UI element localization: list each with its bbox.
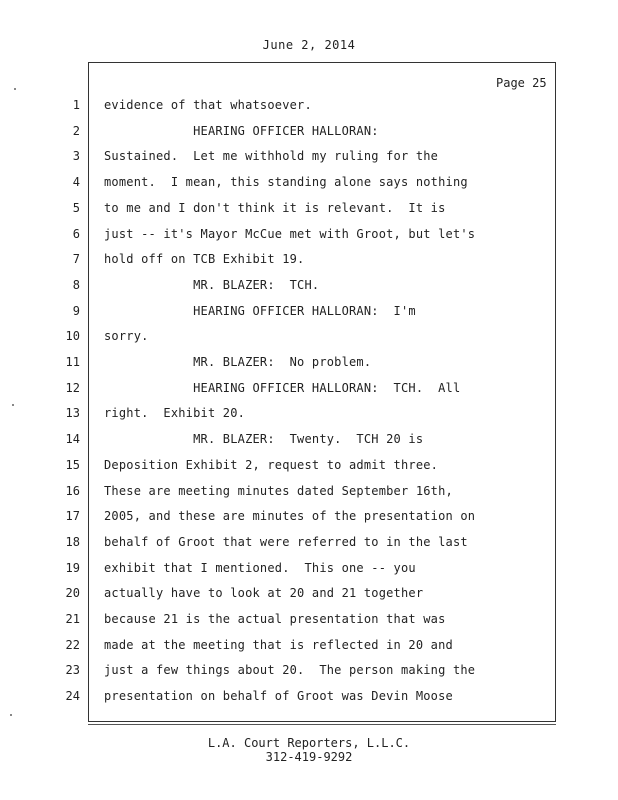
line-number: 23: [65, 663, 80, 678]
scan-speck: [10, 714, 12, 716]
line-number: 6: [72, 226, 80, 241]
line-number: 7: [72, 252, 80, 267]
line-number: 17: [65, 509, 80, 524]
line-text: Deposition Exhibit 2, request to admit three.: [104, 457, 439, 472]
court-reporter-phone: 312-419-9292: [265, 750, 353, 764]
line-text: just a few things about 20. The person making the: [104, 663, 476, 678]
line-text: MR. BLAZER: No problem.: [104, 355, 372, 369]
line-text: Sustained. Let me withhold my ruling for the: [104, 149, 439, 164]
line-number: 5: [72, 200, 80, 215]
line-text: right. Exhibit 20.: [104, 406, 246, 421]
line-text: HEARING OFFICER HALLORAN: I'm: [104, 303, 416, 318]
page-number: Page 25: [496, 76, 547, 90]
line-text: behalf of Groot that were referred to in the last: [104, 534, 468, 549]
line-text: moment. I mean, this standing alone says nothing: [104, 175, 468, 190]
line-text: exhibit that I mentioned. This one -- you: [104, 560, 416, 575]
line-text: sorry.: [104, 329, 149, 344]
line-text: These are meeting minutes dated September 16th,: [104, 483, 453, 498]
line-text: 2005, and these are minutes of the presentation on: [104, 509, 476, 524]
line-number: 19: [65, 560, 80, 575]
line-number: 24: [65, 689, 80, 704]
scan-speck: [14, 88, 16, 90]
line-number: 9: [72, 303, 80, 318]
scan-speck: [12, 404, 14, 406]
line-number: 21: [65, 612, 80, 626]
line-number: 3: [72, 149, 80, 164]
line-text: because 21 is the actual presentation that was: [104, 612, 446, 626]
line-text: MR. BLAZER: TCH.: [104, 277, 320, 292]
line-number: 11: [65, 355, 80, 369]
line-text: just -- it's Mayor McCue met with Groot, but let's: [104, 226, 476, 241]
court-reporter-name: L.A. Court Reporters, L.L.C.: [207, 736, 411, 750]
line-text: hold off on TCB Exhibit 19.: [104, 252, 305, 267]
line-number: 14: [65, 432, 80, 447]
transcript-date: June 2, 2014: [262, 38, 356, 52]
line-text: presentation on behalf of Groot was Devin Moose: [104, 689, 453, 704]
line-number: 13: [65, 406, 80, 421]
line-number: 4: [72, 175, 80, 190]
line-number: 18: [65, 534, 80, 549]
line-text: evidence of that whatsoever.: [104, 98, 312, 112]
line-number: 10: [65, 329, 80, 344]
line-text: to me and I don't think it is relevant. It is: [104, 200, 446, 215]
line-number: 12: [65, 380, 80, 395]
line-text: HEARING OFFICER HALLORAN: TCH. All: [104, 380, 461, 395]
line-text: made at the meeting that is reflected in 20 and: [104, 637, 453, 652]
line-number: 20: [65, 586, 80, 601]
line-text: HEARING OFFICER HALLORAN:: [104, 123, 379, 138]
line-text: MR. BLAZER: Twenty. TCH 20 is: [104, 432, 424, 447]
line-number: 15: [65, 457, 80, 472]
line-number: 8: [72, 277, 80, 292]
line-number: 16: [65, 483, 80, 498]
line-number: 22: [65, 637, 80, 652]
line-text: actually have to look at 20 and 21 together: [104, 586, 424, 601]
line-number: 1: [72, 98, 80, 112]
line-number: 2: [72, 123, 80, 138]
footer: [0, 736, 618, 764]
